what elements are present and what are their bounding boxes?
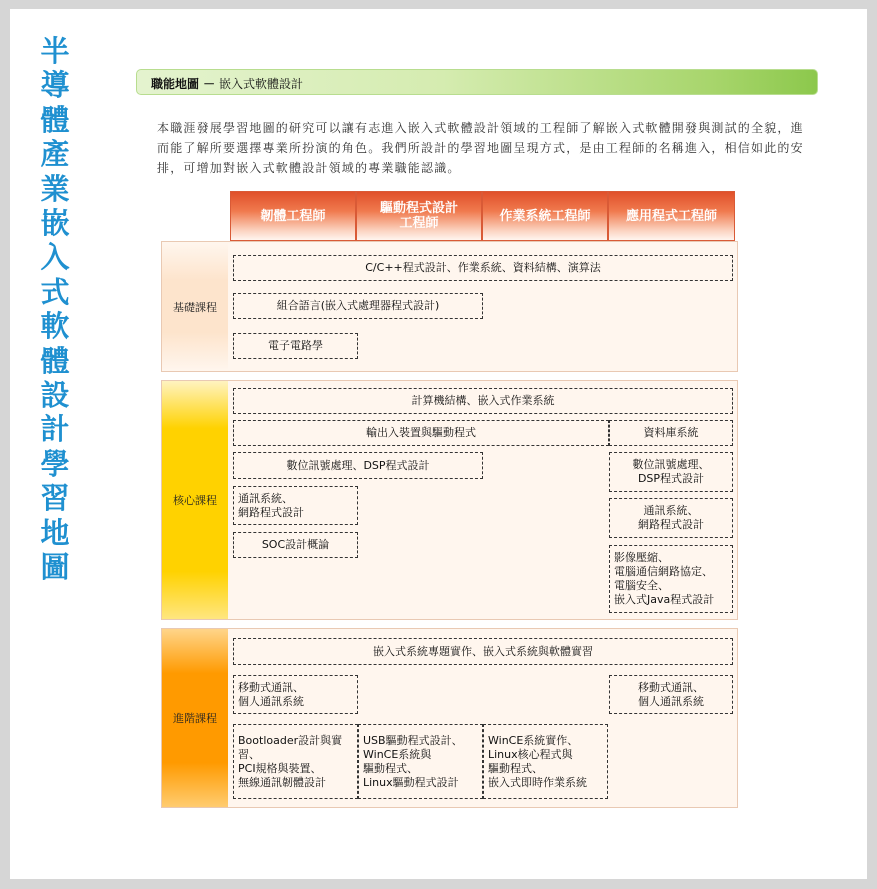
course-box: 輸出入裝置與驅動程式 — [233, 420, 609, 446]
course-box: 資料庫系統 — [609, 420, 733, 446]
section-label-basic — [162, 242, 228, 371]
header-bar — [136, 69, 818, 95]
course-box: 電子電路學 — [233, 333, 358, 359]
section-label-text: 核心課程 — [173, 494, 217, 507]
course-box: 數位訊號處理、 DSP程式設計 — [609, 452, 733, 492]
course-box: 計算機結構、嵌入式作業系統 — [233, 388, 733, 414]
course-box: Bootloader設計與實習、 PCI規格與裝置、 無線通訊韌體設計 — [233, 724, 358, 799]
header-title — [151, 75, 303, 92]
course-box: 影像壓縮、 電腦通信網路協定、 電腦安全、 嵌入式Java程式設計 — [609, 545, 733, 613]
column-header-application — [608, 191, 735, 241]
section-label-core — [162, 381, 228, 619]
header-main: 職能地圖 － — [151, 77, 216, 91]
section-label-advanced — [162, 629, 228, 807]
course-box: WinCE系統實作、 Linux核心程式與 驅動程式、 嵌入式即時作業系統 — [483, 724, 608, 799]
section-basic — [161, 241, 738, 372]
course-box: 移動式通訊、 個人通訊系統 — [233, 675, 358, 714]
section-body-advanced — [228, 629, 737, 807]
section-label-text: 基礎課程 — [173, 300, 217, 314]
course-box: 通訊系統、 網路程式設計 — [609, 498, 733, 538]
section-body-core — [228, 381, 737, 619]
course-box: 嵌入式系統專題實作、嵌入式系統與軟體實習 — [233, 638, 733, 665]
column-header-label: 驅動程式設計 工程師 — [379, 201, 458, 231]
course-box: 組合語言(嵌入式處理器程式設計) — [233, 293, 483, 319]
course-box: USB驅動程式設計、 WinCE系統與 驅動程式、 Linux驅動程式設計 — [358, 724, 483, 799]
column-header-os — [482, 191, 608, 241]
column-header-label: 應用程式工程師 — [625, 208, 717, 224]
column-header-driver — [356, 191, 482, 241]
column-header-label: 韌體工程師 — [260, 208, 326, 224]
section-core — [161, 380, 738, 620]
section-label-text: 進階課程 — [173, 712, 217, 725]
course-box: C/C++程式設計、作業系統、資料結構、演算法 — [233, 255, 733, 281]
section-advanced — [161, 628, 738, 808]
column-header-firmware — [230, 191, 356, 241]
column-header-label: 作業系統工程師 — [499, 208, 591, 224]
course-box: 通訊系統、 網路程式設計 — [233, 486, 358, 525]
course-box: SOC設計概論 — [233, 532, 358, 558]
header-sub: 嵌入式軟體設計 — [219, 77, 304, 91]
course-box: 移動式通訊、 個人通訊系統 — [609, 675, 733, 714]
intro-paragraph: 本職涯發展學習地圖的研究可以讓有志進入嵌入式軟體設計領域的工程師了解嵌入式軟體開發與測試的全貌，進而能了解所要選擇專業所扮演的角色。我們所設計的學習地圖呈現方式，是由工程師的名稱進入，相信如此的安排，可增加對嵌入式軟體設計領域的專業職能認識。 — [157, 121, 804, 175]
side-title: 半導體產業嵌入式軟體設計學習地圖 — [40, 34, 70, 585]
section-body-basic — [228, 242, 737, 371]
course-box: 數位訊號處理、DSP程式設計 — [233, 452, 483, 479]
